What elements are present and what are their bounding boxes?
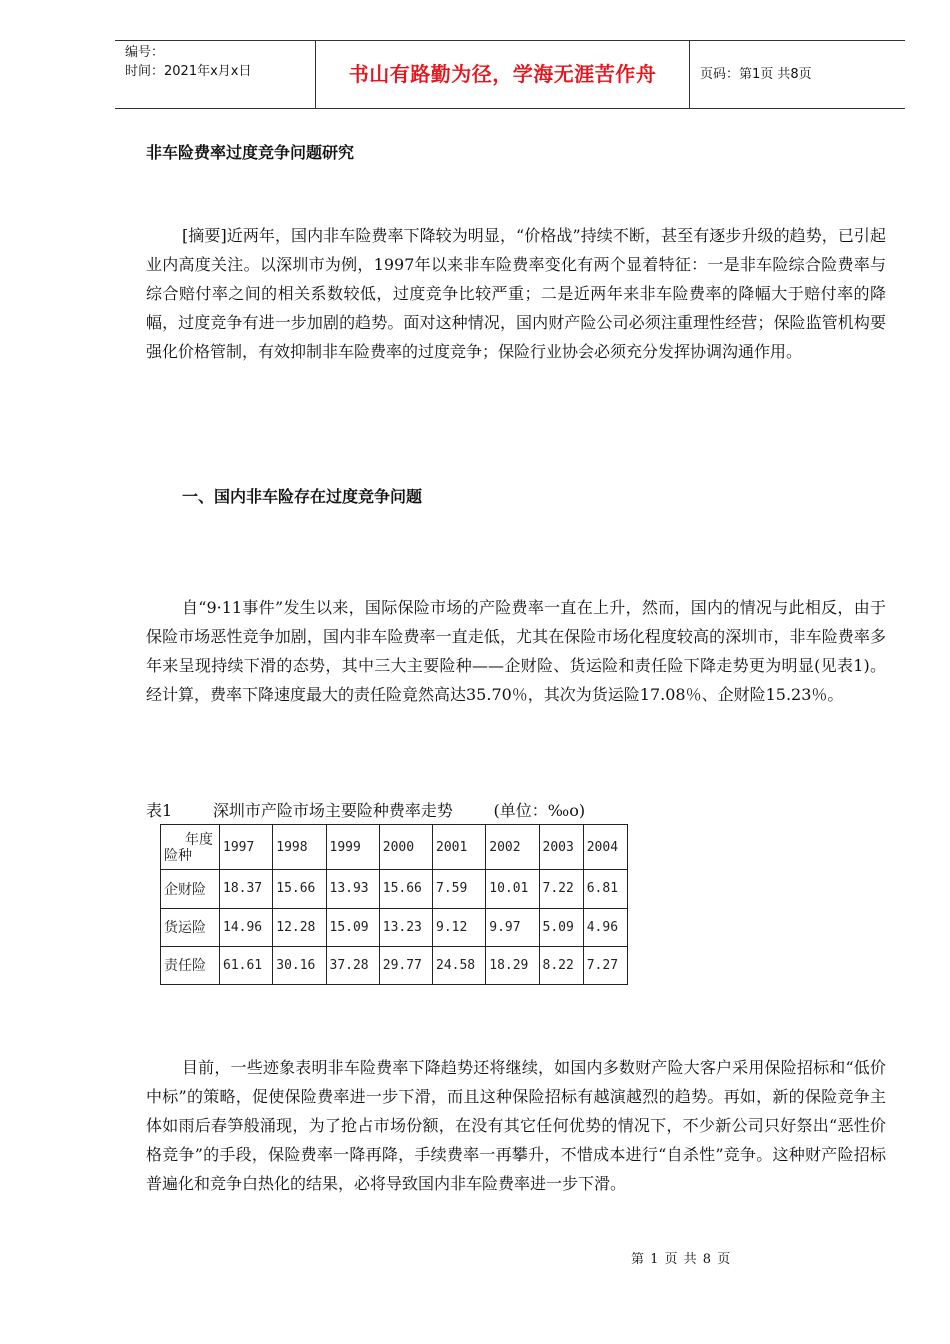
page-header (115, 40, 905, 109)
abstract-paragraph: [摘要]近两年，国内非车险费率下降较为明显，“价格战”持续不断，甚至有逐步升级的趋势，已引起业内高度关注。以深圳市为例，1997年以来非车险费率变化有两个显着特征：一是非车险综合险费率与综合赔付率之间的相关系数较低，过度竞争比较严重；二是近两年来非车险费率的降幅大于赔付率的降幅，过度竞争有进一步加剧的趋势。面对这种情况，国内财产险公司必须注重理性经营；保险监管机构要强化价格管制，有效抑制非车险费率的过度竞争；保险行业协会必须充分发挥协调沟通作用。 (146, 226, 886, 361)
table-cell: 7.22 (539, 870, 583, 908)
table-cell: 5.09 (539, 908, 583, 946)
page-footer: 第 1 页 共 8 页 (631, 1252, 732, 1267)
year-header: 2001 (433, 825, 486, 870)
header-meta (125, 43, 315, 81)
year-header: 2000 (379, 825, 432, 870)
table-cell: 9.97 (486, 908, 539, 946)
corner-type-label: 险种 (164, 848, 192, 865)
table-cell: 61.61 (220, 946, 273, 984)
table-cell: 8.22 (539, 946, 583, 984)
header-divider (689, 41, 690, 108)
document-time-label: 时间：2021年x月x日 (125, 64, 252, 79)
year-header: 1999 (326, 825, 379, 870)
table-cell: 30.16 (273, 946, 326, 984)
table-cell: 37.28 (326, 946, 379, 984)
year-header: 1997 (220, 825, 273, 870)
row-label: 货运险 (161, 908, 220, 946)
row-label: 责任险 (161, 946, 220, 984)
year-header: 2004 (583, 825, 627, 870)
rate-table (160, 824, 628, 985)
table-cell: 13.23 (379, 908, 432, 946)
table-cell: 18.29 (486, 946, 539, 984)
table-cell: 10.01 (486, 870, 539, 908)
table-cell: 29.77 (379, 946, 432, 984)
table-cell: 15.66 (379, 870, 432, 908)
table-cell: 7.27 (583, 946, 627, 984)
table-row (161, 870, 628, 908)
year-header: 2003 (539, 825, 583, 870)
table-row (161, 908, 628, 946)
table-cell: 15.66 (273, 870, 326, 908)
table-cell: 7.59 (433, 870, 486, 908)
table-cell: 4.96 (583, 908, 627, 946)
table-cell: 12.28 (273, 908, 326, 946)
table-row (161, 946, 628, 984)
table-cell: 13.93 (326, 870, 379, 908)
table-cell: 18.37 (220, 870, 273, 908)
table-cell: 6.81 (583, 870, 627, 908)
table-cell: 9.12 (433, 908, 486, 946)
table-cell: 15.09 (326, 908, 379, 946)
year-header: 2002 (486, 825, 539, 870)
table-corner-cell (161, 825, 220, 870)
section-heading: 一、国内非车险存在过度竞争问题 (182, 487, 423, 506)
document-number-label: 编号： (125, 45, 165, 60)
year-header: 1998 (273, 825, 326, 870)
table-cell: 24.58 (433, 946, 486, 984)
corner-year-label: 年度 (185, 832, 213, 848)
table-header-row (161, 825, 628, 870)
header-motto: 书山有路勤为径，学海无涯苦作舟 (348, 62, 657, 86)
table-caption: 表1 深圳市产险市场主要险种费率走势 (单位：‰o) (146, 801, 586, 820)
body-paragraph: 自“9·11事件”发生以来，国际保险市场的产险费率一直在上升，然而，国内的情况与此相反，由于保险市场恶性竞争加剧，国内非车险费率一直走低，尤其在保险市场化程度较高的深圳市，非车险费率多年来呈现持续下滑的态势，其中三大主要险种——企财险、货运险和责任险下降走势更为明显(见表1)。经计算，费率下降速度最大的责任险竟然高达35.70％，其次为货运险17.08％、企财险15.23％。 (146, 598, 886, 704)
body-paragraph: 目前，一些迹象表明非车险费率下降趋势还将继续，如国内多数财产险大客户采用保险招标和“低价中标”的策略，促使保险费率进一步下滑，而且这种保险招标有越演越烈的趋势。再如，新的保险竞争主体如雨后春笋般涌现，为了抢占市场份额，在没有其它任何优势的情况下，不少新公司只好祭出“恶性价格竞争”的手段，保险费率一降再降，手续费率一再攀升，不惜成本进行“自杀性”竞争。这种财产险招标普遍化和竞争白热化的结果，必将导致国内非车险费率进一步下滑。 (146, 1058, 886, 1193)
row-label: 企财险 (161, 870, 220, 908)
document-title: 非车险费率过度竞争问题研究 (146, 143, 355, 162)
header-page-info: 页码：第1页 共8页 (700, 67, 812, 82)
table-cell: 14.96 (220, 908, 273, 946)
